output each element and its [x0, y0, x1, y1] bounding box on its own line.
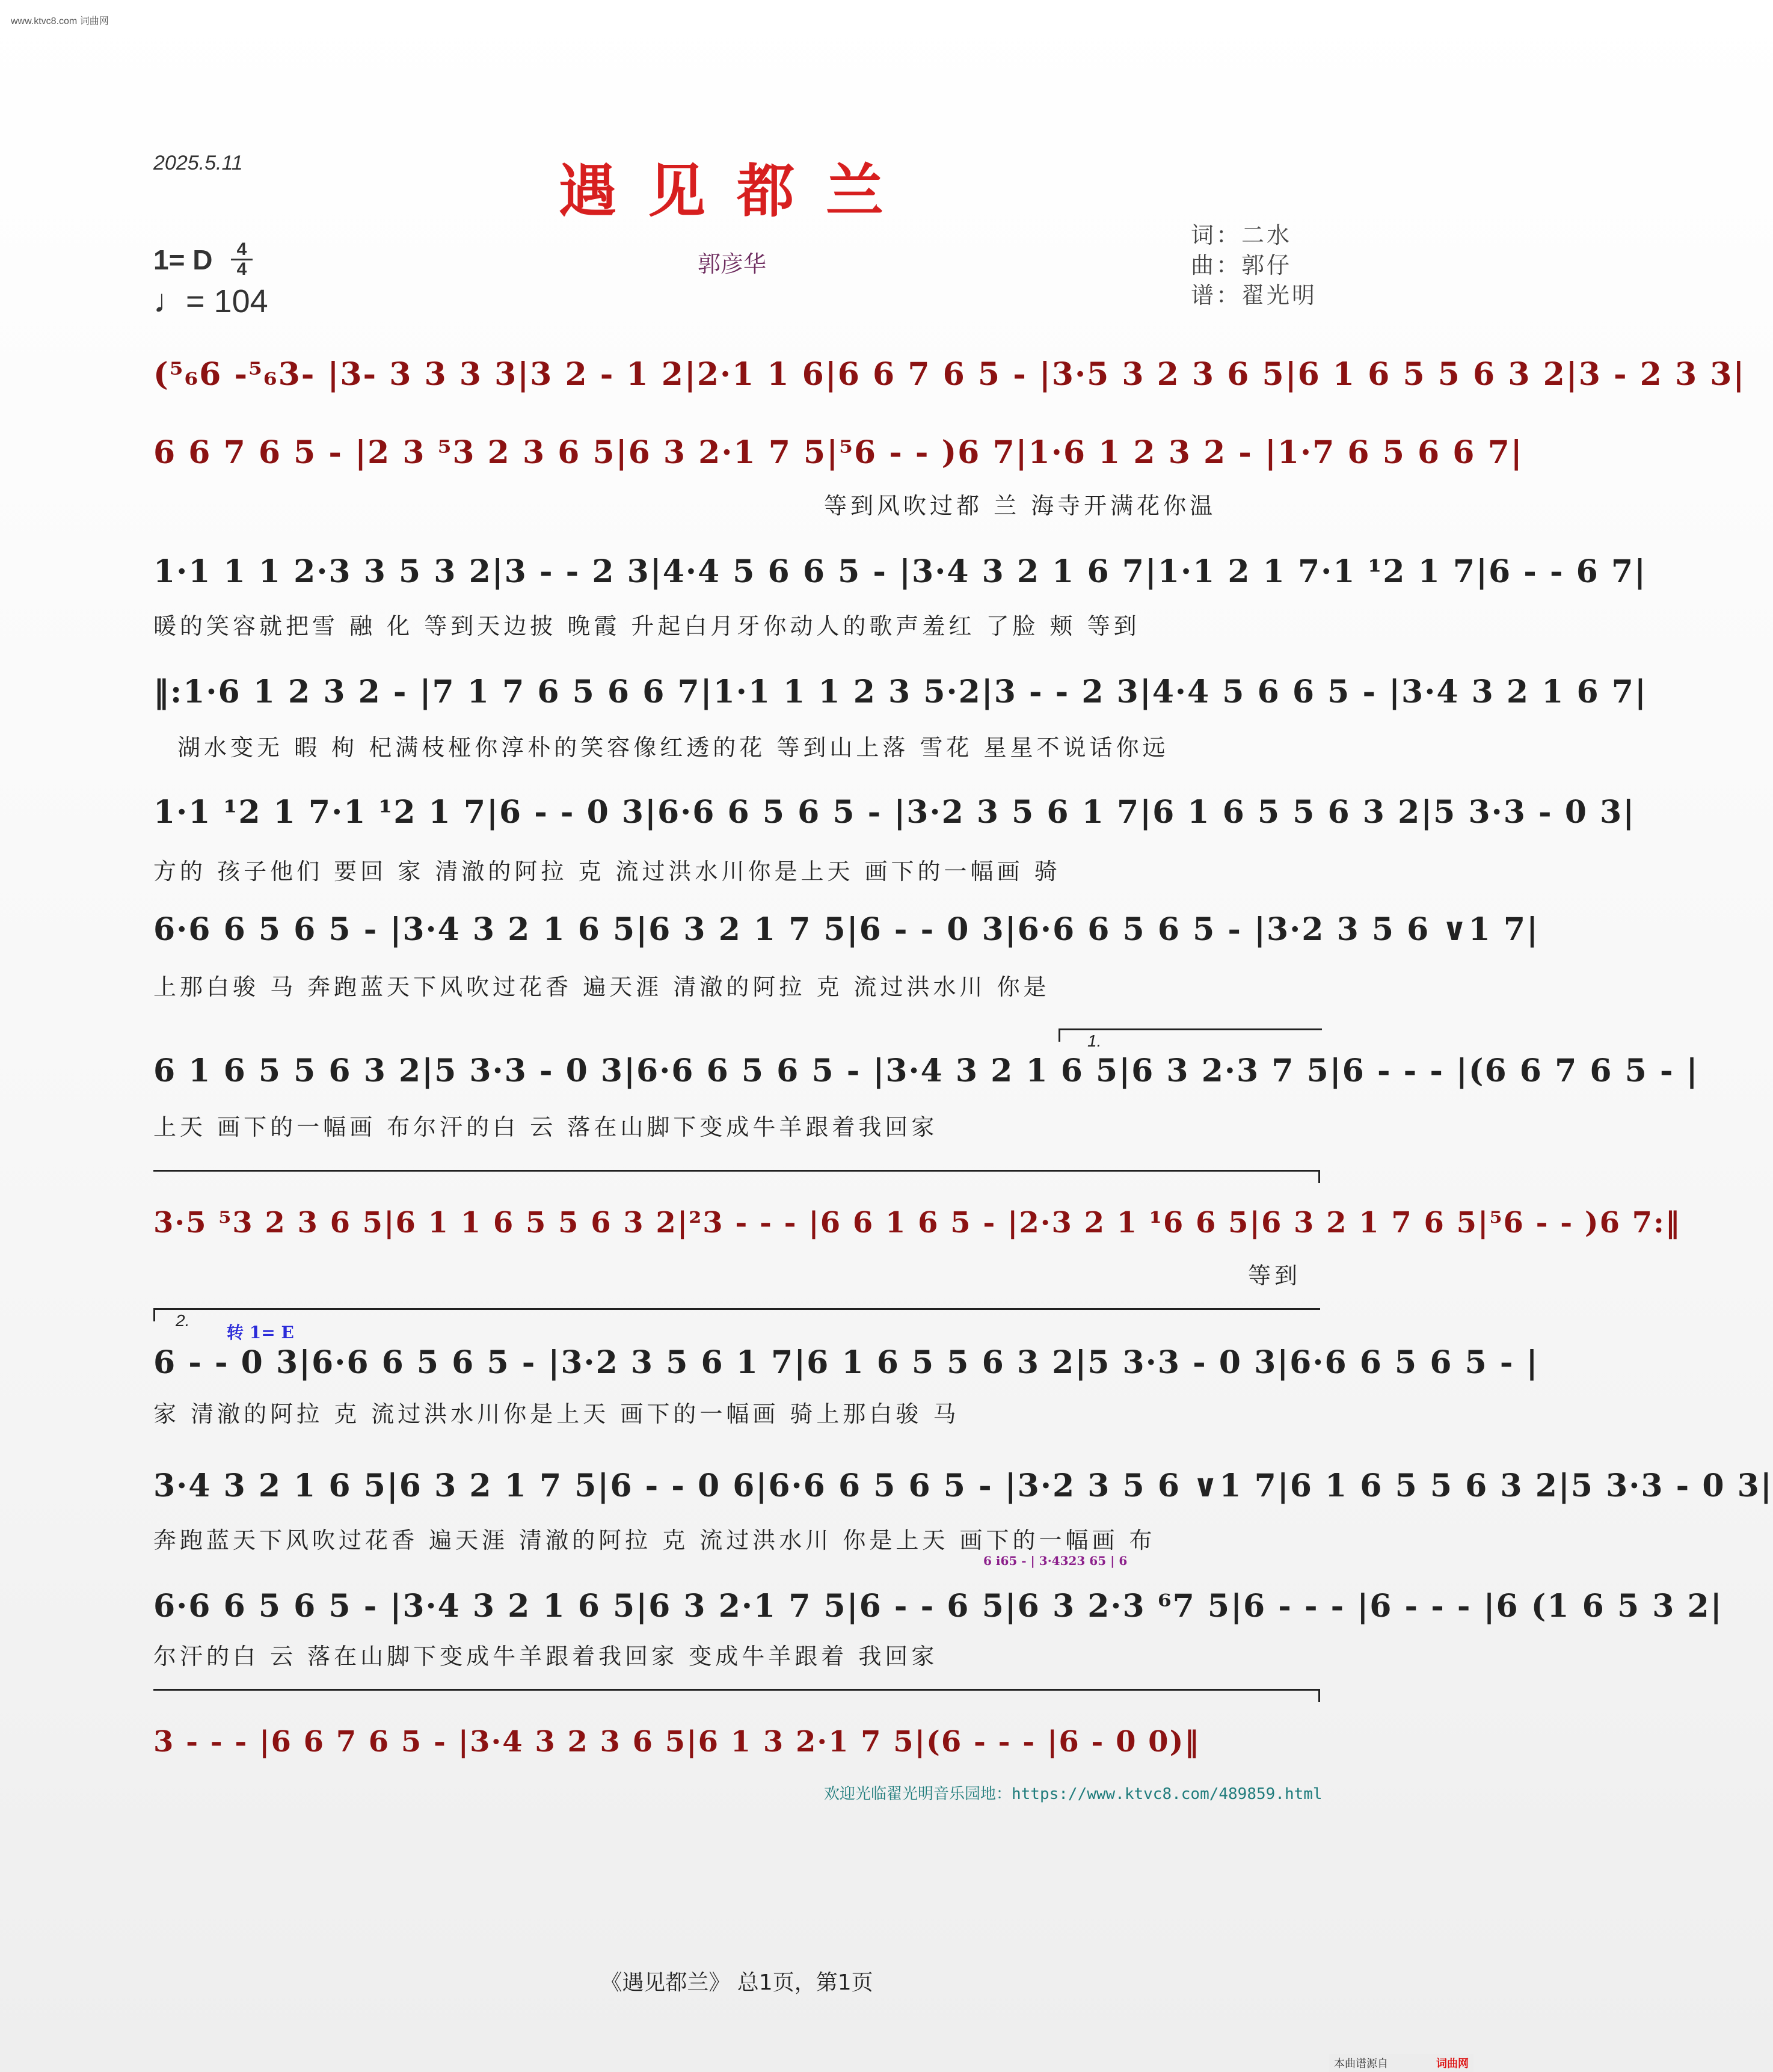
score-row-11: 6·6 6 5 6 5 - |3·4 3 2 1 6 5|6 3 2·1 7 5|6 - - 6 5|6 3 2·3 ⁶7 5|6 - - - |6 - - - |6 (1 6 5 3 2| — [153, 1588, 1723, 1625]
badge-text: 本曲谱源自 — [1334, 2058, 1388, 2070]
lyric-row-8: 等到 — [1248, 1262, 1301, 1289]
lyric-row-6: 上那白骏 马 奔跑蓝天下风吹过花香 遍天涯 清澈的阿拉 克 流过洪水川 你是 — [153, 974, 1050, 1000]
lyric-row-10: 奔跑蓝天下风吹过花香 遍天涯 清澈的阿拉 克 流过洪水川 你是上天 画下的一幅画 布 — [153, 1527, 1156, 1554]
section-divider-2 — [153, 1689, 1320, 1691]
score-row-7: 6 1 6 5 5 6 3 2|5 3·3 - 0 3|6·6 6 5 6 5 - |3·4 3 2 1 6 5|6 3 2·3 7 5|6 - - - |(6 6 7 6 5 - | — [153, 1053, 1699, 1089]
source-watermark: www.ktvc8.com 词曲网 — [11, 16, 109, 26]
lyricist-credit: 词：二水 — [1191, 222, 1292, 248]
lyric-row-3: 暖的笑容就把雪 融 化 等到天边披 晚霞 升起白月牙你动人的歌声羞红 了脸 颊 等到 — [153, 613, 1140, 639]
section-divider-1 — [153, 1170, 1320, 1172]
lyric-row-4: 湖水变无 暇 枸 杞满枝桠你淳朴的笑容像红透的花 等到山上落 雪花 星星不说话你远 — [177, 734, 1169, 761]
small-ornament-note: 6 i65 - | 3·4323 65 | 6 — [983, 1554, 1128, 1568]
lyric-row-5: 方的 孩子他们 要回 家 清澈的阿拉 克 流过洪水川你是上天 画下的一幅画 骑 — [153, 858, 1061, 885]
section-divider-1-tick — [1318, 1170, 1320, 1183]
page-info: 《遇见都兰》 总1页，第1页 — [600, 1970, 873, 1995]
score-row-6: 6·6 6 5 6 5 - |3·4 3 2 1 6 5|6 3 2 1 7 5|6 - - 0 3|6·6 6 5 6 5 - |3·2 3 5 6 ∨1 7| — [153, 911, 1540, 948]
lyric-row-7: 上天 画下的一幅画 布尔汗的白 云 落在山脚下变成牛羊跟着我回家 — [153, 1114, 938, 1140]
tempo-marking — [153, 283, 268, 320]
date-label: 2025.5.11 — [153, 152, 243, 174]
score-row-2: 6 6 7 6 5 - |2 3 ⁵3 2 3 6 5|6 3 2·1 7 5|⁵6 - - )6 7|1·6 1 2 3 2 - |1·7 6 5 6 6 7| — [153, 434, 1523, 471]
website-link[interactable]: 欢迎光临翟光明音乐园地：https://www.ktvc8.com/489859.html — [824, 1785, 1323, 1803]
time-signature — [231, 241, 253, 278]
score-row-4: ‖:1·6 1 2 3 2 - |7 1 7 6 5 6 6 7|1·1 1 1 2 3 5·2|3 - - 2 3|4·4 5 6 6 5 - |3·4 3 2 1 6 7| — [153, 674, 1647, 710]
volta-2-label: 2. — [176, 1311, 190, 1330]
meter-bottom: 4 — [236, 259, 247, 279]
lyric-row-9: 家 清澈的阿拉 克 流过洪水川你是上天 画下的一幅画 骑上那白骏 马 — [153, 1401, 960, 1427]
badge-logo: 词曲网 — [1436, 2058, 1469, 2070]
score-row-10: 3·4 3 2 1 6 5|6 3 2 1 7 5|6 - - 0 6|6·6 6 5 6 5 - |3·2 3 5 6 ∨1 7|6 1 6 5 5 6 3 2|5 3·3 - 0 3| — [153, 1468, 1773, 1504]
volta-1-label: 1. — [1087, 1031, 1102, 1050]
singer-name: 郭彦华 — [698, 251, 767, 277]
lyric-row-11: 尔汗的白 云 落在山脚下变成牛羊跟着我回家 变成牛羊跟着 我回家 — [153, 1643, 938, 1670]
volta-1-tick — [1059, 1028, 1060, 1042]
arranger-credit: 谱：翟光明 — [1191, 282, 1318, 309]
lyric-row-2: 等到风吹过都 兰 海寺开满花你温 — [824, 493, 1217, 519]
score-row-1: (⁵₆6 -⁵₆3- |3- 3 3 3 3|3 2 - 1 2|2·1 1 6|6 6 7 6 5 - |3·5 3 2 3 6 5|6 1 6 5 5 6 3 2|3 - 2 3 3| — [153, 356, 1746, 393]
volta-2-tick — [153, 1308, 155, 1321]
score-row-12: 3 - - - |6 6 7 6 5 - |3·4 3 2 3 6 5|6 1 3 2·1 7 5|(6 - - - |6 - 0 0)‖ — [153, 1725, 1200, 1759]
score-row-5: 1·1 ¹2 1 7·1 ¹2 1 7|6 - - 0 3|6·6 6 5 6 5 - |3·2 3 5 6 1 7|6 1 6 5 5 6 3 2|5 3·3 - 0 3| — [153, 794, 1636, 831]
quarter-note-icon: ♩ — [153, 283, 186, 319]
volta-1-bracket — [1059, 1028, 1322, 1030]
meter-top: 4 — [231, 241, 253, 260]
volta-2-bracket — [153, 1308, 1320, 1310]
score-row-3: 1·1 1 1 2·3 3 5 3 2|3 - - 2 3|4·4 5 6 6 5 - |3·4 3 2 1 6 7|1·1 2 1 7·1 ¹2 1 7|6 - - 6 7| — [153, 553, 1647, 590]
composer-credit: 曲：郭仔 — [1191, 252, 1292, 278]
section-divider-2-tick — [1318, 1689, 1320, 1702]
song-title: 遇见都兰 — [559, 157, 915, 225]
score-row-8: 3·5 ⁵3 2 3 6 5|6 1 1 6 5 5 6 3 2|²3 - - - |6 6 1 6 5 - |2·3 2 1 ¹6 6 5|6 3 2 1 7 6 5|⁵6 - - )6 7:‖ — [153, 1206, 1681, 1240]
source-badge — [1329, 2054, 1473, 2072]
score-row-9: 6 - - 0 3|6·6 6 5 6 5 - |3·2 3 5 6 1 7|6 1 6 5 5 6 3 2|5 3·3 - 0 3|6·6 6 5 6 5 - | — [153, 1344, 1539, 1381]
tempo-value: = 104 — [186, 283, 268, 319]
key-change-label: 转 1= E — [227, 1323, 294, 1342]
key-signature: 1= D — [153, 244, 213, 275]
